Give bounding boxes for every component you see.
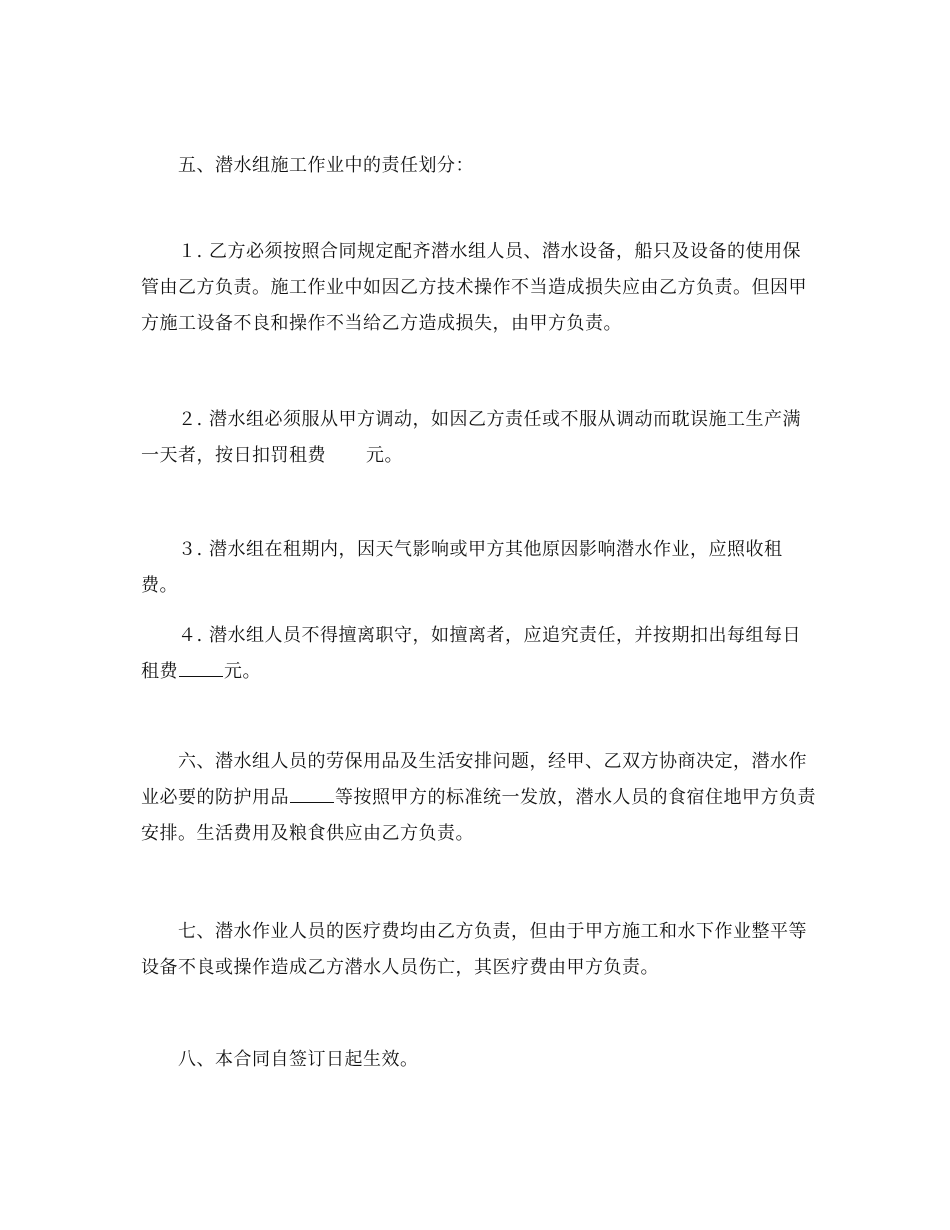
section-5-item-1: １. 乙方必须按照合同规定配齐潜水组人员、潜水设备，船只及设备的使用保管由乙方负责。施工作业中如因乙方技术操作不当造成损失应由乙方负责。但因甲方施工设备不良和操作不当给乙方造成损失，由甲方负责。 [141, 241, 807, 334]
protective-gear-blank [290, 782, 334, 803]
fee-blank [179, 656, 223, 677]
section-5-item-3: ３. 潜水组在租期内，因天气影响或甲方其他原因影响潜水作业，应照收租费。 [141, 539, 783, 596]
section-5-item-2-text: ２. 潜水组必须服从甲方调动，如因乙方责任或不服从调动而耽误施工生产满一天者，按日扣罚租费 [141, 409, 801, 466]
section-5-item-2 [141, 402, 816, 474]
section-6-text: 六、潜水组人员的劳保用品及生活安排问题，经甲、乙双方协商决定，潜水作业必要的防护用品 [141, 751, 807, 808]
section-5-item-4-text: ４. 潜水组人员不得擅离职守，如擅离者，应追究责任，并按期扣出每组每日租费 [141, 625, 801, 682]
section-7: 七、潜水作业人员的医疗费均由乙方负责，但由于甲方施工和水下作业整平等设备不良或操作造成乙方潜水人员伤亡，其医疗费由甲方负责。 [141, 921, 807, 978]
section-5-item-4-unit: 元。 [224, 661, 261, 682]
section-5-item-4 [141, 618, 816, 690]
section-6-text-cont: 等按照甲方的标准统一发放，潜水人员的食宿住地甲方负责安排。生活费用及粮食供应由乙方负责。 [141, 787, 816, 844]
section-5-item-2-unit: 元。 [366, 445, 403, 466]
section-6 [141, 744, 816, 852]
section-5-heading: 五、潜水组施工作业中的责任划分： [178, 155, 474, 176]
section-8: 八、本合同自签订日起生效。 [178, 1049, 419, 1070]
